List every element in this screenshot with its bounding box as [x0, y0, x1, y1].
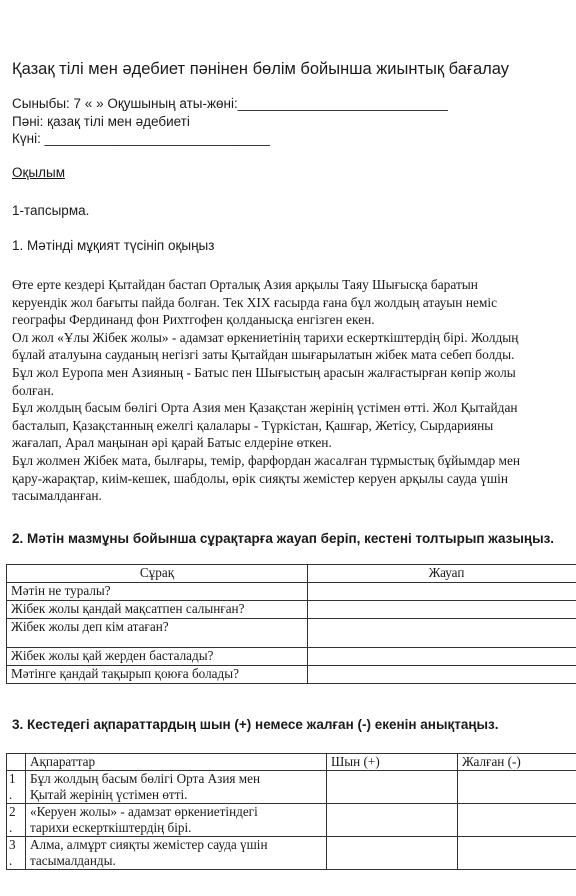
- false-cell[interactable]: [458, 837, 576, 870]
- passage-line: Ол жол «Ұлы Жібек жолы» - адамзат өркениетінің тарихи ескерткіштердің бірі. Жолдың: [12, 329, 519, 345]
- table-header-row: [7, 754, 576, 771]
- false-cell[interactable]: [458, 771, 576, 804]
- question-cell: Жібек жолы қай жерден басталады?: [7, 648, 308, 666]
- column-header-number: [7, 754, 26, 771]
- date-line: Күні: ______________________________: [12, 131, 270, 146]
- page-title: Қазақ тілі мен әдебиет пәнінен бөлім бойынша жиынтық бағалау: [12, 60, 509, 78]
- table-row: [7, 771, 576, 804]
- answer-cell[interactable]: [308, 601, 576, 619]
- table-row: [7, 619, 576, 648]
- question-cell: Мәтінге қандай тақырып қоюға болады?: [7, 666, 308, 684]
- table-row: [7, 583, 576, 601]
- passage-line: географы Фердинанд фон Рихтгофен қолданысқа енгізген екен.: [12, 312, 375, 328]
- table-row: [7, 804, 576, 837]
- passage-line: Өте ерте кездері Қытайдан бастап Орталық Азия арқылы Таяу Шығысқа баратын: [12, 277, 478, 292]
- passage-line: қару-жарақтар, киім-кешек, шабдолы, өрік сияқты жемістер керуен арқылы сауда үшін: [12, 470, 509, 486]
- table-row: [7, 666, 576, 684]
- section-reading-heading: Оқылым: [12, 165, 65, 180]
- passage-line: керуендік жол бағыты пайда болған. Тек XIX ғасырда ғана бұл жолдың атауын неміс: [12, 294, 498, 310]
- true-cell[interactable]: [327, 804, 458, 837]
- table-row: [7, 601, 576, 619]
- true-false-table: [6, 753, 576, 870]
- row-number: 2 .: [7, 804, 26, 837]
- passage-line: басталып, Қазақстанның ежелгі қалалары - Түркістан, Қашғар, Жетісу, Сырдарияны: [12, 417, 494, 433]
- row-number: 3 .: [7, 837, 26, 870]
- question-cell: Мәтін не туралы?: [7, 583, 308, 601]
- column-header-statements: Ақпараттар: [26, 754, 327, 771]
- false-cell[interactable]: [458, 804, 576, 837]
- passage-line: болған.: [12, 382, 54, 398]
- passage-line: жағалап, Арал маңынан әрі қарай Батыс елдеріне өткен.: [12, 435, 332, 451]
- subject-line: Пәні: қазақ тілі мен әдебиеті: [12, 114, 190, 129]
- column-header-answer: Жауап: [308, 565, 576, 583]
- answer-cell[interactable]: [308, 648, 576, 666]
- questions-table: [6, 564, 576, 684]
- question-cell: Жібек жолы қандай мақсатпен салынған?: [7, 601, 308, 619]
- column-header-question: Сұрақ: [7, 565, 308, 583]
- passage-line: Бұл жол Еуропа мен Азияның - Батыс пен Шығыстың арасын жалғастырған көпір жолы: [12, 364, 516, 380]
- question-3: 3. Кестедегі ақпараттардың шын (+) немесе жалған (-) екенін анықтаңыз.: [12, 717, 499, 732]
- passage-line: Бұл жолмен Жібек мата, былғары, темір, фарфордан жасалған тұрмыстық бұйымдар мен: [12, 452, 521, 468]
- question-2: 2. Мәтін мазмұны бойынша сұрақтарға жауап беріп, кестені толтырып жазыңыз.: [12, 531, 555, 546]
- statement-cell: «Керуен жолы» - адамзат өркениетіндегі тарихи ескерткіштердің бірі.: [26, 804, 327, 837]
- true-cell[interactable]: [327, 771, 458, 804]
- statement-cell: Алма, алмұрт сияқты жемістер сауда үшін тасымалданды.: [26, 837, 327, 870]
- reading-passage: [12, 276, 576, 505]
- grade-student-line: Сыныбы: 7 « » Оқушының аты-жөні:____________________________: [12, 96, 448, 111]
- true-cell[interactable]: [327, 837, 458, 870]
- task1-heading: 1-тапсырма.: [12, 203, 90, 218]
- question-cell: Жібек жолы деп кім атаған?: [7, 619, 308, 648]
- table-row: [7, 648, 576, 666]
- answer-cell[interactable]: [308, 666, 576, 684]
- table-row: [7, 837, 576, 870]
- passage-line: Бұл жолдың басым бөлігі Орта Азия мен Қазақстан жерінің үстімен өтті. Жол Қытайдан: [12, 400, 518, 416]
- passage-line: бұлай аталуына сауданың негізгі заты Қытайдан шығарылатын жібек мата себеп болды.: [12, 347, 515, 363]
- answer-cell[interactable]: [308, 583, 576, 601]
- answer-cell[interactable]: [308, 619, 576, 648]
- column-header-true: Шын (+): [327, 754, 458, 771]
- passage-line: тасымалданған.: [12, 488, 102, 504]
- row-number: 1 .: [7, 771, 26, 804]
- table-header-row: [7, 565, 576, 583]
- column-header-false: Жалған (-): [458, 754, 576, 771]
- question-1: 1. Мәтінді мұқият түсініп оқыңыз: [12, 238, 215, 253]
- statement-cell: Бұл жолдың басым бөлігі Орта Азия мен Қытай жерінің үстімен өтті.: [26, 771, 327, 804]
